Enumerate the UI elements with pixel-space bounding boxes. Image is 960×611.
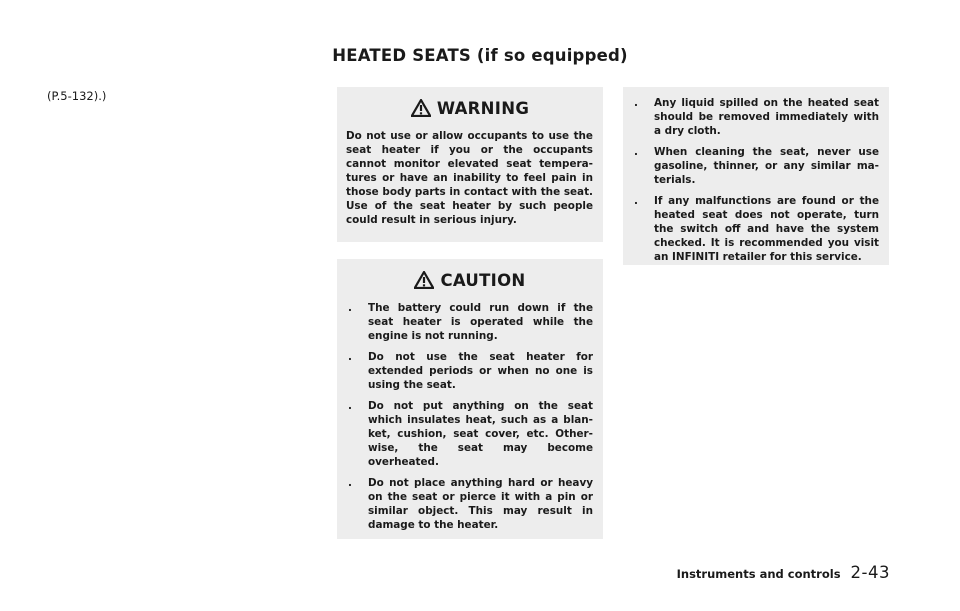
list-item: . Any liquid spilled on the heated seat should be removed immediately with a dry cloth. — [634, 97, 879, 137]
list-item: . Do not place anything hard or heavy on the seat or pierce it with a pin or similar object. This may result in damage to the heater. — [348, 477, 593, 531]
caution-box — [337, 259, 603, 539]
warning-header — [337, 87, 603, 129]
list-item: . The battery could run down if the seat heater is operated while the engine is not running. — [348, 302, 593, 342]
caution-header — [337, 259, 603, 301]
caution-continued-list — [632, 96, 879, 264]
left-column — [47, 89, 307, 103]
list-item: . Do not put anything on the seat which insulates heat, such as a blan-ket, cushion, seat cover, etc. Other-wise, the seat may become overheated. — [348, 400, 593, 468]
continued-text: (P.5-132).) — [47, 89, 107, 103]
caution-list — [346, 301, 593, 532]
list-item: . Do not use the seat heater for extended periods or when no one is using the seat. — [348, 351, 593, 391]
warning-text: Do not use or allow occupants to use the seat heater if you or the occupants cannot monitor elevated seat tempera-tures or have an inability to feel pain in those body parts in contact with the seat. Use of the seat heater by such people could result in serious injury. — [346, 130, 593, 226]
section-title: HEATED SEATS (if so equipped) — [332, 46, 628, 65]
caution-heading: CAUTION — [440, 270, 526, 290]
caution-continued-box — [623, 87, 889, 265]
list-item: . When cleaning the seat, never use gasoline, thinner, or any similar ma-terials. — [634, 146, 879, 186]
warning-triangle-icon — [414, 271, 434, 289]
warning-triangle-icon — [411, 99, 431, 117]
warning-box — [337, 87, 603, 242]
list-item: . If any malfunctions are found or the heated seat does not operate, turn the switch off and have the system checked. It is recommended you visit an INFINITI retailer for this service. — [634, 195, 879, 263]
page-footer — [677, 563, 890, 582]
page-number: 2-43 — [850, 563, 890, 582]
warning-heading: WARNING — [436, 98, 530, 118]
footer-section-name: Instruments and controls — [676, 567, 841, 581]
